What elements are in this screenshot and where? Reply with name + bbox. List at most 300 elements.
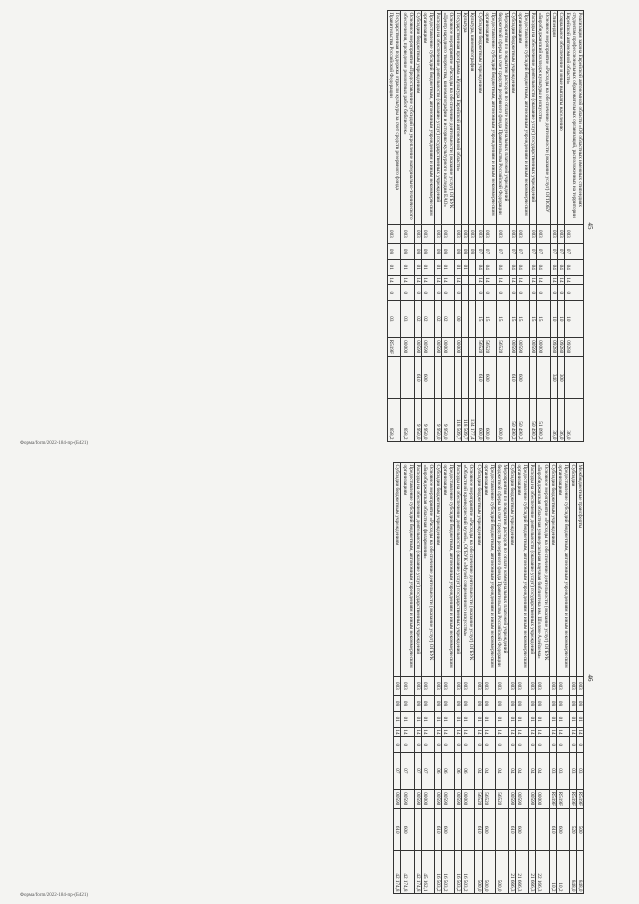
subsection-code-cell: 01	[556, 711, 569, 727]
table-row	[455, 463, 462, 894]
direction-code-cell: 00590	[442, 789, 455, 808]
item-name-cell: Основное мероприятие «Расходы на обеспечение деятельности (оказание услуг) ОГБУК «Биробиджанская областная филармония»	[421, 463, 434, 677]
event-code-cell: 03	[576, 753, 583, 789]
table-row	[462, 463, 475, 894]
section-code-cell: 08	[455, 244, 462, 260]
direction-code-cell: R519F	[569, 789, 576, 808]
admin-code-cell: 003	[469, 224, 476, 243]
amount-cell: 600,0	[476, 399, 483, 442]
expense-type-code-cell	[495, 808, 508, 850]
amount-cell: 42 174,8	[401, 851, 414, 894]
amount-cell: 21 666,3	[529, 851, 536, 894]
subsection-code-cell: 01	[576, 711, 583, 727]
subprogram-code-cell: 0	[556, 737, 569, 753]
event-code-cell: 03	[388, 301, 401, 337]
direction-code-cell: 00590	[529, 789, 536, 808]
table-row	[517, 11, 530, 442]
amount-cell: 16 503,2	[442, 851, 455, 894]
section-code-cell: 07	[564, 244, 583, 260]
page-number: 46	[586, 674, 594, 682]
subsection-code-cell: 01	[495, 711, 508, 727]
table-row	[421, 463, 434, 894]
section-code-cell: 08	[434, 696, 441, 712]
subsection-code-cell: 01	[434, 259, 441, 275]
admin-code-cell: 003	[509, 224, 516, 243]
subsection-code-cell: 01	[421, 711, 434, 727]
event-code-cell: 04	[508, 753, 515, 789]
amount-cell: 50 490,2	[530, 399, 537, 442]
expense-type-code-cell: 600	[483, 356, 496, 398]
program-code-cell: 14	[557, 275, 564, 285]
subsection-code-cell: 01	[401, 259, 414, 275]
section-code-cell: 08	[388, 244, 401, 260]
program-code-cell: 14	[442, 275, 455, 285]
section-code-cell: 08	[556, 696, 569, 712]
table-row	[536, 463, 549, 894]
expense-type-code-cell	[434, 356, 441, 398]
item-name-cell: Расходы на обеспечение деятельности (оказание услуг) государственных учреждений	[434, 11, 441, 225]
subprogram-code-cell: 0	[576, 737, 583, 753]
admin-code-cell: 003	[537, 224, 550, 243]
section-code-cell: 08	[414, 244, 421, 260]
program-code-cell: 14	[482, 727, 495, 737]
table-row	[401, 11, 414, 442]
amount-cell: 500,0	[482, 851, 495, 894]
subprogram-code-cell: 0	[509, 285, 516, 301]
page-46-rotated-content	[0, 462, 596, 894]
event-code-cell: 02	[414, 301, 421, 337]
table-row	[483, 11, 496, 442]
expense-type-code-cell	[455, 356, 462, 398]
table-row	[550, 11, 557, 442]
amount-cell: 10,2	[549, 851, 556, 894]
subsection-code-cell: 04	[550, 259, 557, 275]
program-code-cell: 14	[536, 727, 549, 737]
item-name-cell: Стипендии	[550, 11, 557, 225]
subsection-code-cell: 01	[475, 711, 482, 727]
expense-type-code-cell	[462, 356, 469, 398]
item-name-cell: Основное мероприятие «Предоставление субсидий на укрепление материально-технического обеспечения, проведение ремонтных работ библиотек»	[401, 11, 414, 225]
program-code-cell: 14	[455, 275, 462, 285]
event-code-cell: 04	[516, 753, 529, 789]
table-row	[414, 463, 421, 894]
expense-type-code-cell	[529, 808, 536, 850]
expense-type-code-cell: 610	[475, 808, 482, 850]
program-code-cell: 14	[414, 727, 421, 737]
section-code-cell: 08	[434, 244, 441, 260]
subprogram-code-cell: 0	[434, 285, 441, 301]
event-code-cell: 03	[569, 753, 576, 789]
table-row	[496, 11, 509, 442]
event-code-cell: 04	[529, 753, 536, 789]
item-name-cell: Предоставление субсидий бюджетным, автономным учреждениям и иным некоммерческим организациям	[483, 11, 496, 225]
section-code-cell: 07	[517, 244, 530, 260]
subprogram-code-cell: 0	[549, 737, 556, 753]
event-code-cell: 02	[442, 301, 455, 337]
expense-type-code-cell	[388, 356, 401, 398]
amount-cell: 42 174,8	[394, 851, 401, 894]
subprogram-code-cell: 0	[516, 737, 529, 753]
amount-cell: 600,0	[496, 399, 509, 442]
direction-code-cell: 56520	[495, 789, 508, 808]
program-code-cell: 14	[434, 727, 441, 737]
item-name-cell: Субсидии	[569, 463, 576, 677]
subsection-code-cell: 01	[421, 259, 434, 275]
direction-code-cell: 00590	[401, 789, 414, 808]
item-name-cell: Основное мероприятие «Расходы на обеспечение деятельности (оказание услуг) ОГБУК «Центр народного творчества, кинематографии и историко-культурного наследия ЕАО»	[442, 11, 455, 225]
program-code-cell: 14	[475, 727, 482, 737]
program-code-cell: 14	[496, 275, 509, 285]
table-row	[442, 11, 455, 442]
item-name-cell: Культура, кинематография	[469, 11, 476, 225]
event-code-cell: 04	[495, 753, 508, 789]
amount-cell: 500,0	[495, 851, 508, 894]
table-row	[569, 463, 576, 894]
event-code-cell: 04	[536, 753, 549, 789]
admin-code-cell: 003	[414, 224, 421, 243]
subsection-code-cell	[469, 259, 476, 275]
table-row	[482, 463, 495, 894]
table-row	[537, 11, 550, 442]
admin-code-cell: 003	[401, 676, 414, 695]
subprogram-code-cell: 0	[401, 737, 414, 753]
expense-type-code-cell: 600	[516, 808, 529, 850]
event-code-cell: 15	[537, 301, 550, 337]
subprogram-code-cell: 0	[434, 737, 441, 753]
direction-code-cell: 00590	[530, 337, 537, 356]
subprogram-code-cell: 0	[482, 737, 495, 753]
event-code-cell: 10	[564, 301, 583, 337]
section-code-cell: 08	[576, 696, 583, 712]
amount-cell: 42 174,8	[414, 851, 421, 894]
subprogram-code-cell: 0	[455, 737, 462, 753]
item-name-cell: Культура	[462, 11, 469, 225]
amount-cell: 50 490,2	[509, 399, 516, 442]
expense-type-code-cell	[414, 808, 421, 850]
program-code-cell: 14	[549, 727, 556, 737]
subprogram-code-cell: 0	[537, 285, 550, 301]
amount-cell: 10,2	[556, 851, 569, 894]
table-row	[475, 463, 482, 894]
program-code-cell: 14	[476, 275, 483, 285]
event-code-cell: 10	[557, 301, 564, 337]
admin-code-cell: 003	[496, 224, 509, 243]
table-row	[508, 463, 515, 894]
expense-type-code-cell: 610	[394, 808, 401, 850]
item-name-cell: Государственная программа «Культура Еврейской автономной области»	[455, 11, 462, 225]
direction-code-cell: 00000	[421, 789, 434, 808]
amount-cell: 9 950,0	[442, 399, 455, 442]
admin-code-cell: 003	[556, 676, 569, 695]
section-code-cell: 08	[401, 696, 414, 712]
page-45-rotated-content	[0, 10, 596, 442]
subprogram-code-cell: 0	[536, 737, 549, 753]
subprogram-code-cell: 0	[564, 285, 583, 301]
table-row	[556, 463, 569, 894]
budget-table-body	[388, 11, 584, 442]
subsection-code-cell: 01	[508, 711, 515, 727]
subsection-code-cell: 01	[442, 711, 455, 727]
item-name-cell: Субсидии бюджетным учреждениям	[508, 463, 515, 677]
admin-code-cell: 003	[388, 224, 401, 243]
event-code-cell	[469, 301, 476, 337]
item-name-cell: Реализация закона Еврейской автономной области «Об областных именных стипендиях студентам профессиональных образовательных организаций, расположенных на территории Еврейской автономной области»	[564, 11, 583, 225]
section-code-cell: 07	[530, 244, 537, 260]
section-code-cell: 08	[414, 696, 421, 712]
subsection-code-cell: 04	[517, 259, 530, 275]
item-name-cell: Предоставление субсидий бюджетным, автономным учреждениям и иным некоммерческим организациям	[517, 11, 530, 225]
event-code-cell: 02	[434, 301, 441, 337]
section-code-cell: 08	[455, 696, 462, 712]
subprogram-code-cell: 0	[529, 737, 536, 753]
event-code-cell: 06	[442, 753, 455, 789]
event-code-cell: 04	[482, 753, 495, 789]
item-name-cell: Предоставление субсидий бюджетным, автономным учреждениям и иным некоммерческим организациям	[482, 463, 495, 677]
direction-code-cell: 00590	[508, 789, 515, 808]
section-code-cell: 08	[421, 696, 434, 712]
program-code-cell: 14	[434, 275, 441, 285]
page-number: 45	[586, 222, 594, 230]
section-code-cell: 08	[495, 696, 508, 712]
section-code-cell: 08	[462, 696, 475, 712]
subprogram-code-cell: 0	[442, 737, 455, 753]
item-name-cell: Межбюджетные трансферты	[576, 463, 583, 677]
expense-type-code-cell	[401, 356, 414, 398]
direction-code-cell: 00590	[517, 337, 530, 356]
direction-code-cell: 00590	[394, 789, 401, 808]
direction-code-cell: R519F	[576, 789, 583, 808]
event-code-cell: 03	[556, 753, 569, 789]
event-code-cell: 00	[455, 301, 462, 337]
expense-type-code-cell: 600	[556, 808, 569, 850]
subsection-code-cell: 01	[388, 259, 401, 275]
subprogram-code-cell: 0	[495, 737, 508, 753]
admin-code-cell: 003	[434, 224, 441, 243]
item-name-cell: Субсидии бюджетным учреждениям	[509, 11, 516, 225]
program-code-cell: 14	[516, 727, 529, 737]
subsection-code-cell: 04	[530, 259, 537, 275]
admin-code-cell: 003	[483, 224, 496, 243]
subprogram-code-cell: 0	[394, 737, 401, 753]
table-row	[576, 463, 583, 894]
budget-table	[387, 10, 584, 442]
subprogram-code-cell: 0	[550, 285, 557, 301]
amount-cell: 50 490,2	[517, 399, 530, 442]
table-row	[401, 463, 414, 894]
direction-code-cell: 00590	[509, 337, 516, 356]
table-row	[462, 11, 469, 442]
item-name-cell: Субсидии бюджетным учреждениям	[394, 463, 401, 677]
direction-code-cell	[462, 337, 469, 356]
program-code-cell: 14	[394, 727, 401, 737]
expense-type-code-cell	[564, 356, 583, 398]
amount-cell: 45 162,1	[421, 851, 434, 894]
program-code-cell: 14	[495, 727, 508, 737]
section-code-cell: 08	[462, 244, 469, 260]
subprogram-code-cell: 0	[496, 285, 509, 301]
subsection-code-cell: 01	[394, 711, 401, 727]
subsection-code-cell: 01	[455, 259, 462, 275]
expense-type-code-cell: 600	[517, 356, 530, 398]
admin-code-cell: 003	[482, 676, 495, 695]
subsection-code-cell: 01	[414, 711, 421, 727]
table-row	[469, 11, 476, 442]
program-code-cell: 14	[462, 727, 475, 737]
event-code-cell: 06	[455, 753, 462, 789]
section-code-cell: 08	[482, 696, 495, 712]
admin-code-cell: 003	[442, 676, 455, 695]
admin-code-cell: 003	[549, 676, 556, 695]
section-code-cell: 07	[537, 244, 550, 260]
event-code-cell: 04	[475, 753, 482, 789]
program-code-cell: 14	[537, 275, 550, 285]
expense-type-code-cell: 600	[482, 808, 495, 850]
expense-type-code-cell	[537, 356, 550, 398]
item-name-cell: Предоставление субсидий бюджетным, автономным учреждениям и иным некоммерческим организациям	[442, 463, 455, 677]
table-row	[434, 463, 441, 894]
section-code-cell: 08	[442, 696, 455, 712]
amount-cell: 16 503,2	[434, 851, 441, 894]
item-name-cell: Расходы на обеспечение деятельности (оказание услуг) государственных учреждений	[529, 463, 536, 677]
expense-type-code-cell: 610	[509, 356, 516, 398]
subsection-code-cell: 01	[516, 711, 529, 727]
subprogram-code-cell: 0	[455, 285, 462, 301]
expense-type-code-cell	[469, 356, 476, 398]
program-code-cell: 14	[388, 275, 401, 285]
direction-code-cell: 56520	[483, 337, 496, 356]
table-row	[516, 463, 529, 894]
subprogram-code-cell: 0	[557, 285, 564, 301]
subprogram-code-cell: 0	[475, 737, 482, 753]
subprogram-code-cell: 0	[442, 285, 455, 301]
expense-type-code-cell	[442, 356, 455, 398]
program-code-cell: 14	[529, 727, 536, 737]
amount-cell: 9 950,0	[421, 399, 434, 442]
event-code-cell: 02	[421, 301, 434, 337]
amount-cell: 858,2	[401, 399, 414, 442]
item-name-cell: Субсидии бюджетным учреждениям	[475, 463, 482, 677]
subprogram-code-cell: 0	[569, 737, 576, 753]
direction-code-cell: 00000	[536, 789, 549, 808]
item-name-cell: Субсидии бюджетным учреждениям	[476, 11, 483, 225]
table-row	[455, 11, 462, 442]
admin-code-cell: 003	[455, 676, 462, 695]
admin-code-cell: 003	[434, 676, 441, 695]
direction-code-cell: 00590	[414, 337, 421, 356]
direction-code-cell: 09280	[557, 337, 564, 356]
section-code-cell: 08	[529, 696, 536, 712]
program-code-cell: 14	[401, 727, 414, 737]
amount-cell: 9 950,0	[414, 399, 421, 442]
section-code-cell: 07	[483, 244, 496, 260]
section-code-cell: 08	[442, 244, 455, 260]
amount-cell: 134 177,4	[469, 399, 476, 442]
event-code-cell: 15	[476, 301, 483, 337]
section-code-cell: 08	[516, 696, 529, 712]
item-name-cell: Основное мероприятие «Расходы на обеспечение деятельности (оказание услуг) ОГБУК «Биробиджанская областная универсальная научная библиотека им. Шолом-Алейхема»	[536, 463, 549, 677]
program-code-cell: 14	[421, 727, 434, 737]
subsection-code-cell: 04	[509, 259, 516, 275]
amount-cell: 848,0	[576, 851, 583, 894]
program-code-cell: 14	[401, 275, 414, 285]
program-code-cell: 14	[569, 727, 576, 737]
section-code-cell: 07	[557, 244, 564, 260]
subsection-code-cell: 01	[529, 711, 536, 727]
subsection-code-cell: 01	[442, 259, 455, 275]
subsection-code-cell: 01	[549, 711, 556, 727]
program-code-cell: 14	[508, 727, 515, 737]
table-row	[557, 11, 564, 442]
event-code-cell: 15	[517, 301, 530, 337]
item-name-cell: Предоставление субсидий бюджетным, автономным учреждениям и иным некоммерческим организациям	[516, 463, 529, 677]
item-name-cell: Государственная поддержка отрасли культуры за счет средств резервного фонда Правительства Российской Федерации	[388, 11, 401, 225]
amount-cell: 16 503,2	[462, 851, 475, 894]
expense-type-code-cell	[462, 808, 475, 850]
subsection-code-cell: 01	[462, 259, 469, 275]
admin-code-cell: 003	[475, 676, 482, 695]
admin-code-cell: 003	[517, 224, 530, 243]
admin-code-cell: 003	[421, 224, 434, 243]
table-row	[442, 463, 455, 894]
direction-code-cell: 00590	[434, 337, 441, 356]
subsection-code-cell: 01	[462, 711, 475, 727]
admin-code-cell: 003	[557, 224, 564, 243]
expense-type-code-cell	[496, 356, 509, 398]
event-code-cell: 10	[550, 301, 557, 337]
subsection-code-cell: 01	[536, 711, 549, 727]
admin-code-cell: 003	[394, 676, 401, 695]
amount-cell: 500,0	[475, 851, 482, 894]
direction-code-cell: 09280	[564, 337, 583, 356]
program-code-cell: 14	[564, 275, 583, 285]
admin-code-cell: 003	[421, 676, 434, 695]
subsection-code-cell: 01	[434, 711, 441, 727]
table-row	[476, 11, 483, 442]
item-name-cell: Предоставление субсидий бюджетным, автономным учреждениям и иным некоммерческим организациям	[421, 11, 434, 225]
expense-type-code-cell	[530, 356, 537, 398]
item-name-cell: Расходы на обеспечение деятельности (оказание услуг) государственных учреждений	[414, 463, 421, 677]
expense-type-code-cell: 500	[576, 808, 583, 850]
subprogram-code-cell: 0	[421, 285, 434, 301]
event-code-cell: 15	[530, 301, 537, 337]
event-code-cell	[462, 301, 469, 337]
table-row	[495, 463, 508, 894]
subprogram-code-cell: 0	[414, 285, 421, 301]
subprogram-code-cell	[469, 285, 476, 301]
expense-type-code-cell: 610	[414, 356, 421, 398]
table-row	[421, 11, 434, 442]
event-code-cell: 07	[414, 753, 421, 789]
program-code-cell: 14	[414, 275, 421, 285]
admin-code-cell: 003	[495, 676, 508, 695]
admin-code-cell: 003	[536, 676, 549, 695]
admin-code-cell: 003	[516, 676, 529, 695]
table-row	[509, 11, 516, 442]
direction-code-cell: 00590	[414, 789, 421, 808]
admin-code-cell: 003	[564, 224, 583, 243]
item-name-cell: Мероприятия по покрытию расходов по оплате коммунальных платежей учреждений бюджетной сферы за счет средств резервного фонда Правительства Российской Федерации	[495, 463, 508, 677]
subsection-code-cell: 01	[414, 259, 421, 275]
page-footer: Форма/form/2022-184-пр-(Б421)	[20, 893, 89, 898]
admin-code-cell: 003	[476, 224, 483, 243]
amount-cell: 118 509,7	[462, 399, 469, 442]
subsection-code-cell: 04	[496, 259, 509, 275]
program-code-cell: 14	[550, 275, 557, 285]
admin-code-cell: 003	[530, 224, 537, 243]
program-code-cell: 14	[455, 727, 462, 737]
admin-code-cell: 003	[401, 224, 414, 243]
subsection-code-cell: 01	[482, 711, 495, 727]
